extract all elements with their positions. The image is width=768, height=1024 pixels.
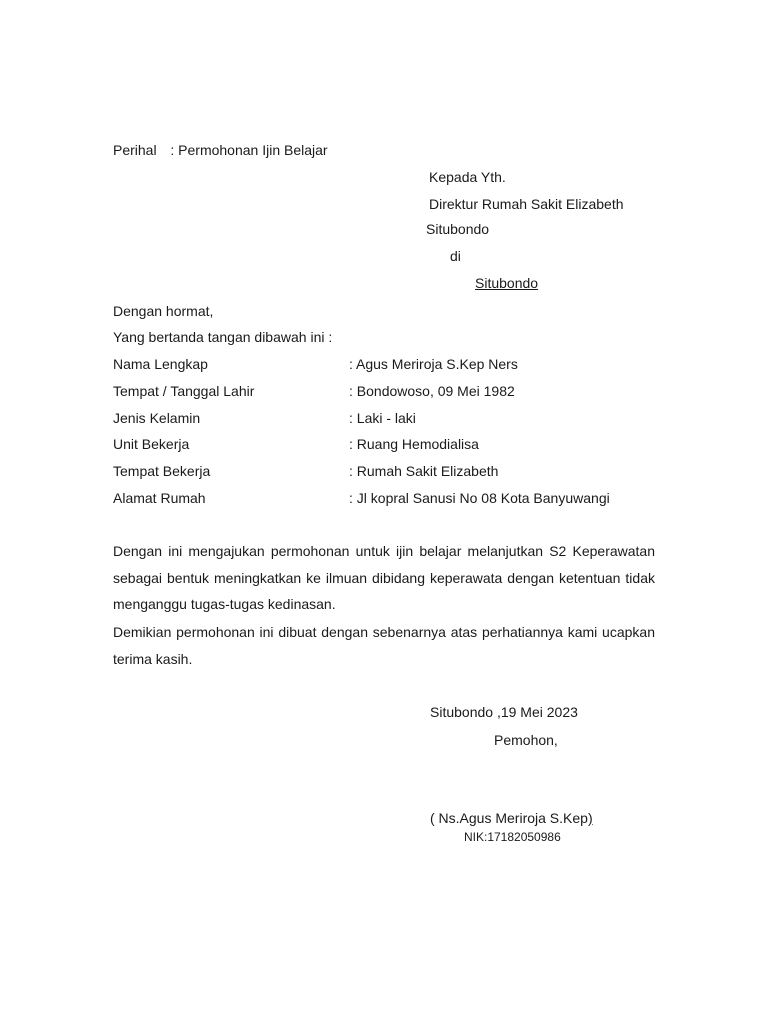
signature-name bbox=[430, 809, 593, 827]
field-value-name: : Agus Meriroja S.Kep Ners bbox=[349, 356, 518, 372]
field-label-gender: Jenis Kelamin bbox=[113, 410, 201, 426]
body-paragraph-2: Demikian permohonan ini dibuat dengan sebenarnya atas perhatiannya kami ucapkan terima kasih. bbox=[113, 624, 655, 667]
intro-line: Yang bertanda tangan dibawah ini : bbox=[113, 329, 333, 345]
recipient-line-5: Situbondo bbox=[475, 275, 539, 291]
recipient-line-2: Direktur Rumah Sakit Elizabeth bbox=[429, 196, 624, 212]
field-value-gender: : Laki - laki bbox=[349, 410, 416, 426]
nik-number: NIK:17182050986 bbox=[464, 830, 561, 844]
field-value-address: : Jl kopral Sanusi No 08 Kota Banyuwangi bbox=[349, 490, 610, 506]
subject-line bbox=[113, 141, 328, 159]
subject-label: Perihal bbox=[113, 142, 157, 158]
field-label-address: Alamat Rumah bbox=[113, 490, 206, 506]
field-label-name: Nama Lengkap bbox=[113, 356, 208, 372]
recipient-line-3: Situbondo bbox=[426, 221, 490, 237]
field-value-unit: : Ruang Hemodialisa bbox=[349, 436, 479, 452]
place-date: Situbondo ,19 Mei 2023 bbox=[430, 704, 578, 720]
recipient-line-4: di bbox=[450, 248, 461, 264]
greeting: Dengan hormat, bbox=[113, 303, 214, 319]
field-label-workplace: Tempat Bekerja bbox=[113, 463, 211, 479]
field-label-unit: Unit Bekerja bbox=[113, 436, 190, 452]
body-paragraph-1: Dengan ini mengajukan permohonan untuk ijin belajar melanjutkan S2 Keperawatan sebagai bentuk meningkatkan ke ilmuan dibidang keperawata dengan ketentuan tidak menganggu tugas-tugas kedinasan. bbox=[113, 543, 655, 612]
applicant-label: Pemohon, bbox=[494, 732, 558, 748]
field-label-birth: Tempat / Tanggal Lahir bbox=[113, 383, 255, 399]
recipient-line-1: Kepada Yth. bbox=[429, 169, 506, 185]
field-value-birth: : Bondowoso, 09 Mei 1982 bbox=[349, 383, 515, 399]
signature-name-text: ( Ns.Agus Meriroja S.Kep bbox=[430, 810, 588, 826]
signature-name-close: ) bbox=[587, 810, 593, 826]
field-value-workplace: : Rumah Sakit Elizabeth bbox=[349, 463, 499, 479]
subject-value: : Permohonan Ijin Belajar bbox=[170, 142, 328, 158]
